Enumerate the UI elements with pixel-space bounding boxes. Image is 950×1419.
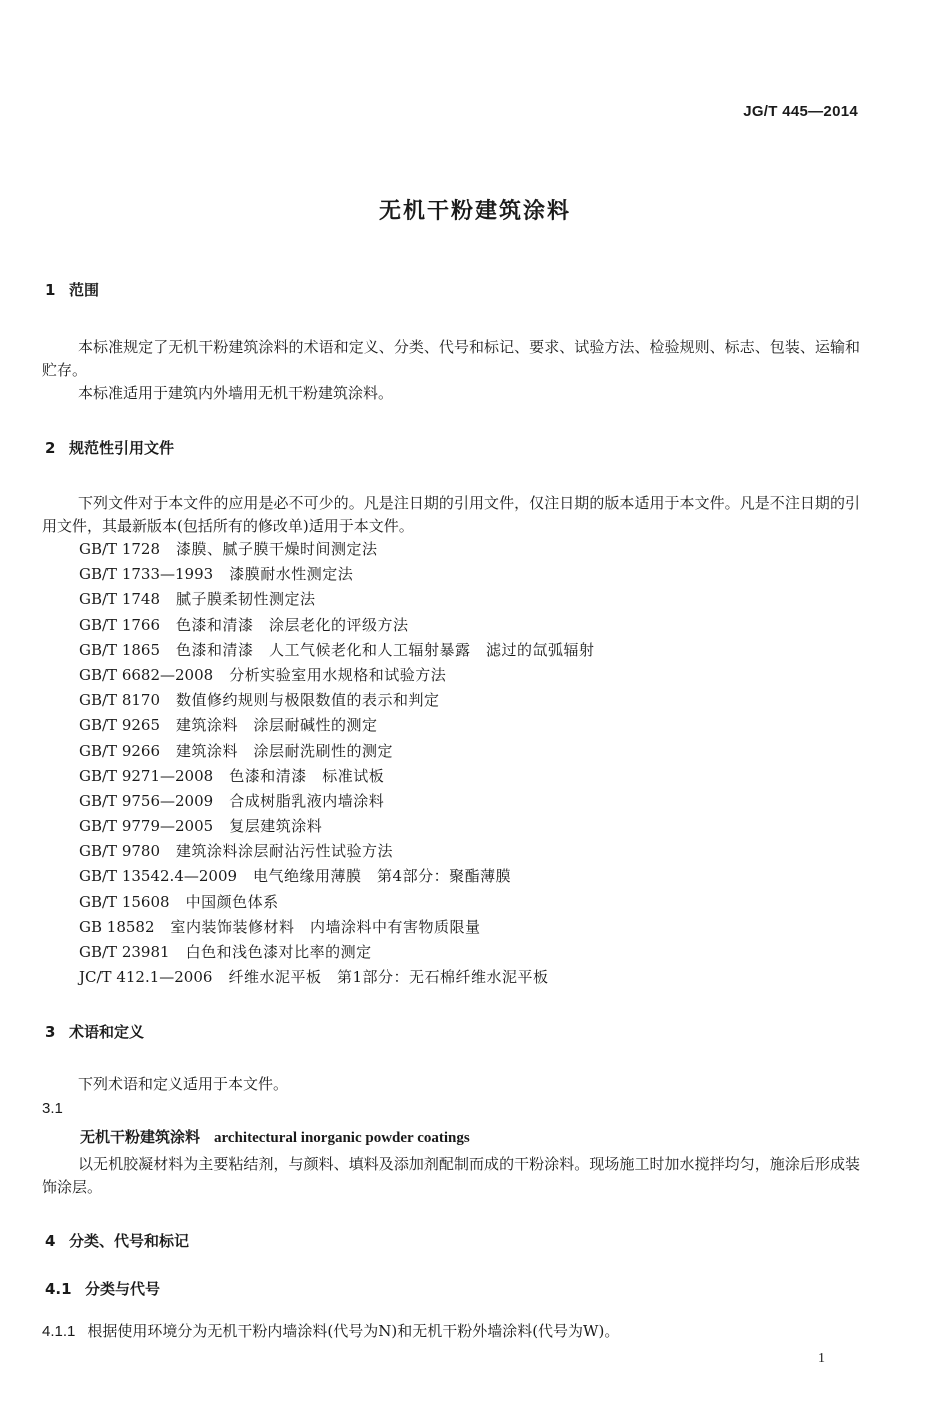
section-1-paragraph-2: 本标准适用于建筑内外墙用无机干粉建筑涂料。 <box>78 384 394 402</box>
reference-title: 室内装饰装修材料 内墙涂料中有害物质限量 <box>170 917 481 936</box>
reference-item <box>79 814 595 839</box>
section-number: 3 <box>45 1023 56 1041</box>
section-1-heading <box>45 279 99 300</box>
reference-item <box>79 562 595 587</box>
reference-item <box>79 839 595 864</box>
term-definition: 以无机胶凝材料为主要粘结剂，与颜料、填料及添加剂配制而成的干粉涂料。现场施工时加水搅拌均匀，施涂后形成装饰涂层。 <box>42 1155 860 1196</box>
standard-code: JG/T 445—2014 <box>743 103 858 120</box>
reference-item <box>79 789 595 814</box>
term-chinese: 无机干粉建筑涂料 <box>80 1128 201 1146</box>
reference-title: 色漆和清漆 人工气候老化和人工辐射暴露 滤过的氙弧辐射 <box>176 640 595 659</box>
section-title: 分类、代号和标记 <box>69 1232 190 1250</box>
section-title: 术语和定义 <box>69 1023 145 1041</box>
clause-number: 4.1.1 <box>42 1323 76 1340</box>
reference-title: 纤维水泥平板 第1部分：无石棉纤维水泥平板 <box>228 968 549 987</box>
reference-code: GB/T 1766 <box>79 615 161 634</box>
section-title: 规范性引用文件 <box>69 439 175 457</box>
reference-item <box>79 890 595 915</box>
reference-code: JC/T 412.1—2006 <box>79 968 213 987</box>
reference-title: 分析实验室用水规格和试验方法 <box>229 665 447 684</box>
reference-title: 白色和浅色漆对比率的测定 <box>185 943 372 961</box>
document-title: 无机干粉建筑涂料 <box>378 199 571 224</box>
reference-title: 中国颜色体系 <box>185 892 279 911</box>
reference-item <box>79 965 595 990</box>
section-number: 1 <box>45 281 56 299</box>
reference-code: GB/T 9779—2005 <box>79 817 214 836</box>
term-entry <box>80 1126 470 1147</box>
reference-code: GB/T 9271—2008 <box>79 766 214 785</box>
reference-title: 建筑涂料 涂层耐碱性的测定 <box>176 716 378 735</box>
reference-item <box>79 638 595 663</box>
reference-item <box>79 587 595 612</box>
reference-code: GB/T 1728 <box>79 540 161 558</box>
reference-code: GB/T 8170 <box>79 691 161 710</box>
reference-item <box>79 940 595 965</box>
section-2-heading <box>45 437 174 458</box>
reference-code: GB 18582 <box>79 917 155 936</box>
reference-title: 漆膜耐水性测定法 <box>229 565 354 584</box>
reference-item <box>79 915 595 940</box>
reference-title: 腻子膜柔韧性测定法 <box>176 590 316 609</box>
reference-item <box>79 713 595 738</box>
section-3-heading <box>45 1021 144 1042</box>
reference-title: 合成树脂乳液内墙涂料 <box>229 791 385 810</box>
reference-title: 漆膜、腻子膜干燥时间测定法 <box>176 540 378 558</box>
reference-code: GB/T 1865 <box>79 640 161 659</box>
reference-item <box>79 663 595 688</box>
reference-code: GB/T 1748 <box>79 590 161 609</box>
reference-title: 色漆和清漆 涂层老化的评级方法 <box>176 615 409 634</box>
reference-item <box>79 864 595 889</box>
reference-title: 建筑涂料涂层耐沾污性试验方法 <box>176 842 394 861</box>
reference-code: GB/T 9780 <box>79 842 161 861</box>
reference-code: GB/T 9266 <box>79 741 161 760</box>
reference-code: GB/T 23981 <box>79 943 170 961</box>
reference-title: 建筑涂料 涂层耐洗刷性的测定 <box>176 741 394 760</box>
reference-title: 复层建筑涂料 <box>229 817 323 836</box>
reference-code: GB/T 9265 <box>79 716 161 735</box>
reference-code: GB/T 9756—2009 <box>79 791 214 810</box>
section-title: 范围 <box>69 281 100 299</box>
subsection-4-1-heading <box>45 1278 160 1299</box>
section-2-intro: 下列文件对于本文件的应用是必不可少的。凡是注日期的引用文件，仅注日期的版本适用于本文件。凡是不注日期的引用文件，其最新版本(包括所有的修改单)适用于本文件。 <box>42 494 860 535</box>
reference-code: GB/T 15608 <box>79 892 170 911</box>
reference-item <box>79 764 595 789</box>
reference-item <box>79 688 595 713</box>
reference-code: GB/T 1733—1993 <box>79 565 214 584</box>
reference-item <box>79 537 595 562</box>
normative-references-list <box>79 537 595 990</box>
reference-title: 电气绝缘用薄膜 第4部分：聚酯薄膜 <box>253 867 512 886</box>
clause-4-1-1 <box>42 1320 619 1341</box>
clause-text: 根据使用环境分为无机干粉内墙涂料(代号为N)和无机干粉外墙涂料(代号为W)。 <box>87 1322 620 1340</box>
reference-item <box>79 613 595 638</box>
section-1-paragraph-1: 本标准规定了无机干粉建筑涂料的术语和定义、分类、代号和标记、要求、试验方法、检验规则、标志、包装、运输和贮存。 <box>42 338 860 379</box>
page-number: 1 <box>818 1351 825 1366</box>
reference-item <box>79 739 595 764</box>
section-number: 2 <box>45 439 56 457</box>
subsection-title: 分类与代号 <box>85 1280 161 1298</box>
reference-title: 数值修约规则与极限数值的表示和判定 <box>176 691 440 710</box>
term-number: 3.1 <box>42 1100 63 1117</box>
reference-title: 色漆和清漆 标准试板 <box>229 766 385 785</box>
section-4-heading <box>45 1230 189 1251</box>
reference-code: GB/T 6682—2008 <box>79 665 214 684</box>
reference-code: GB/T 13542.4—2009 <box>79 867 238 886</box>
section-3-intro: 下列术语和定义适用于本文件。 <box>78 1075 289 1093</box>
section-number: 4 <box>45 1232 56 1250</box>
term-english: architectural inorganic powder coatings <box>214 1130 470 1146</box>
subsection-number: 4.1 <box>45 1280 72 1298</box>
